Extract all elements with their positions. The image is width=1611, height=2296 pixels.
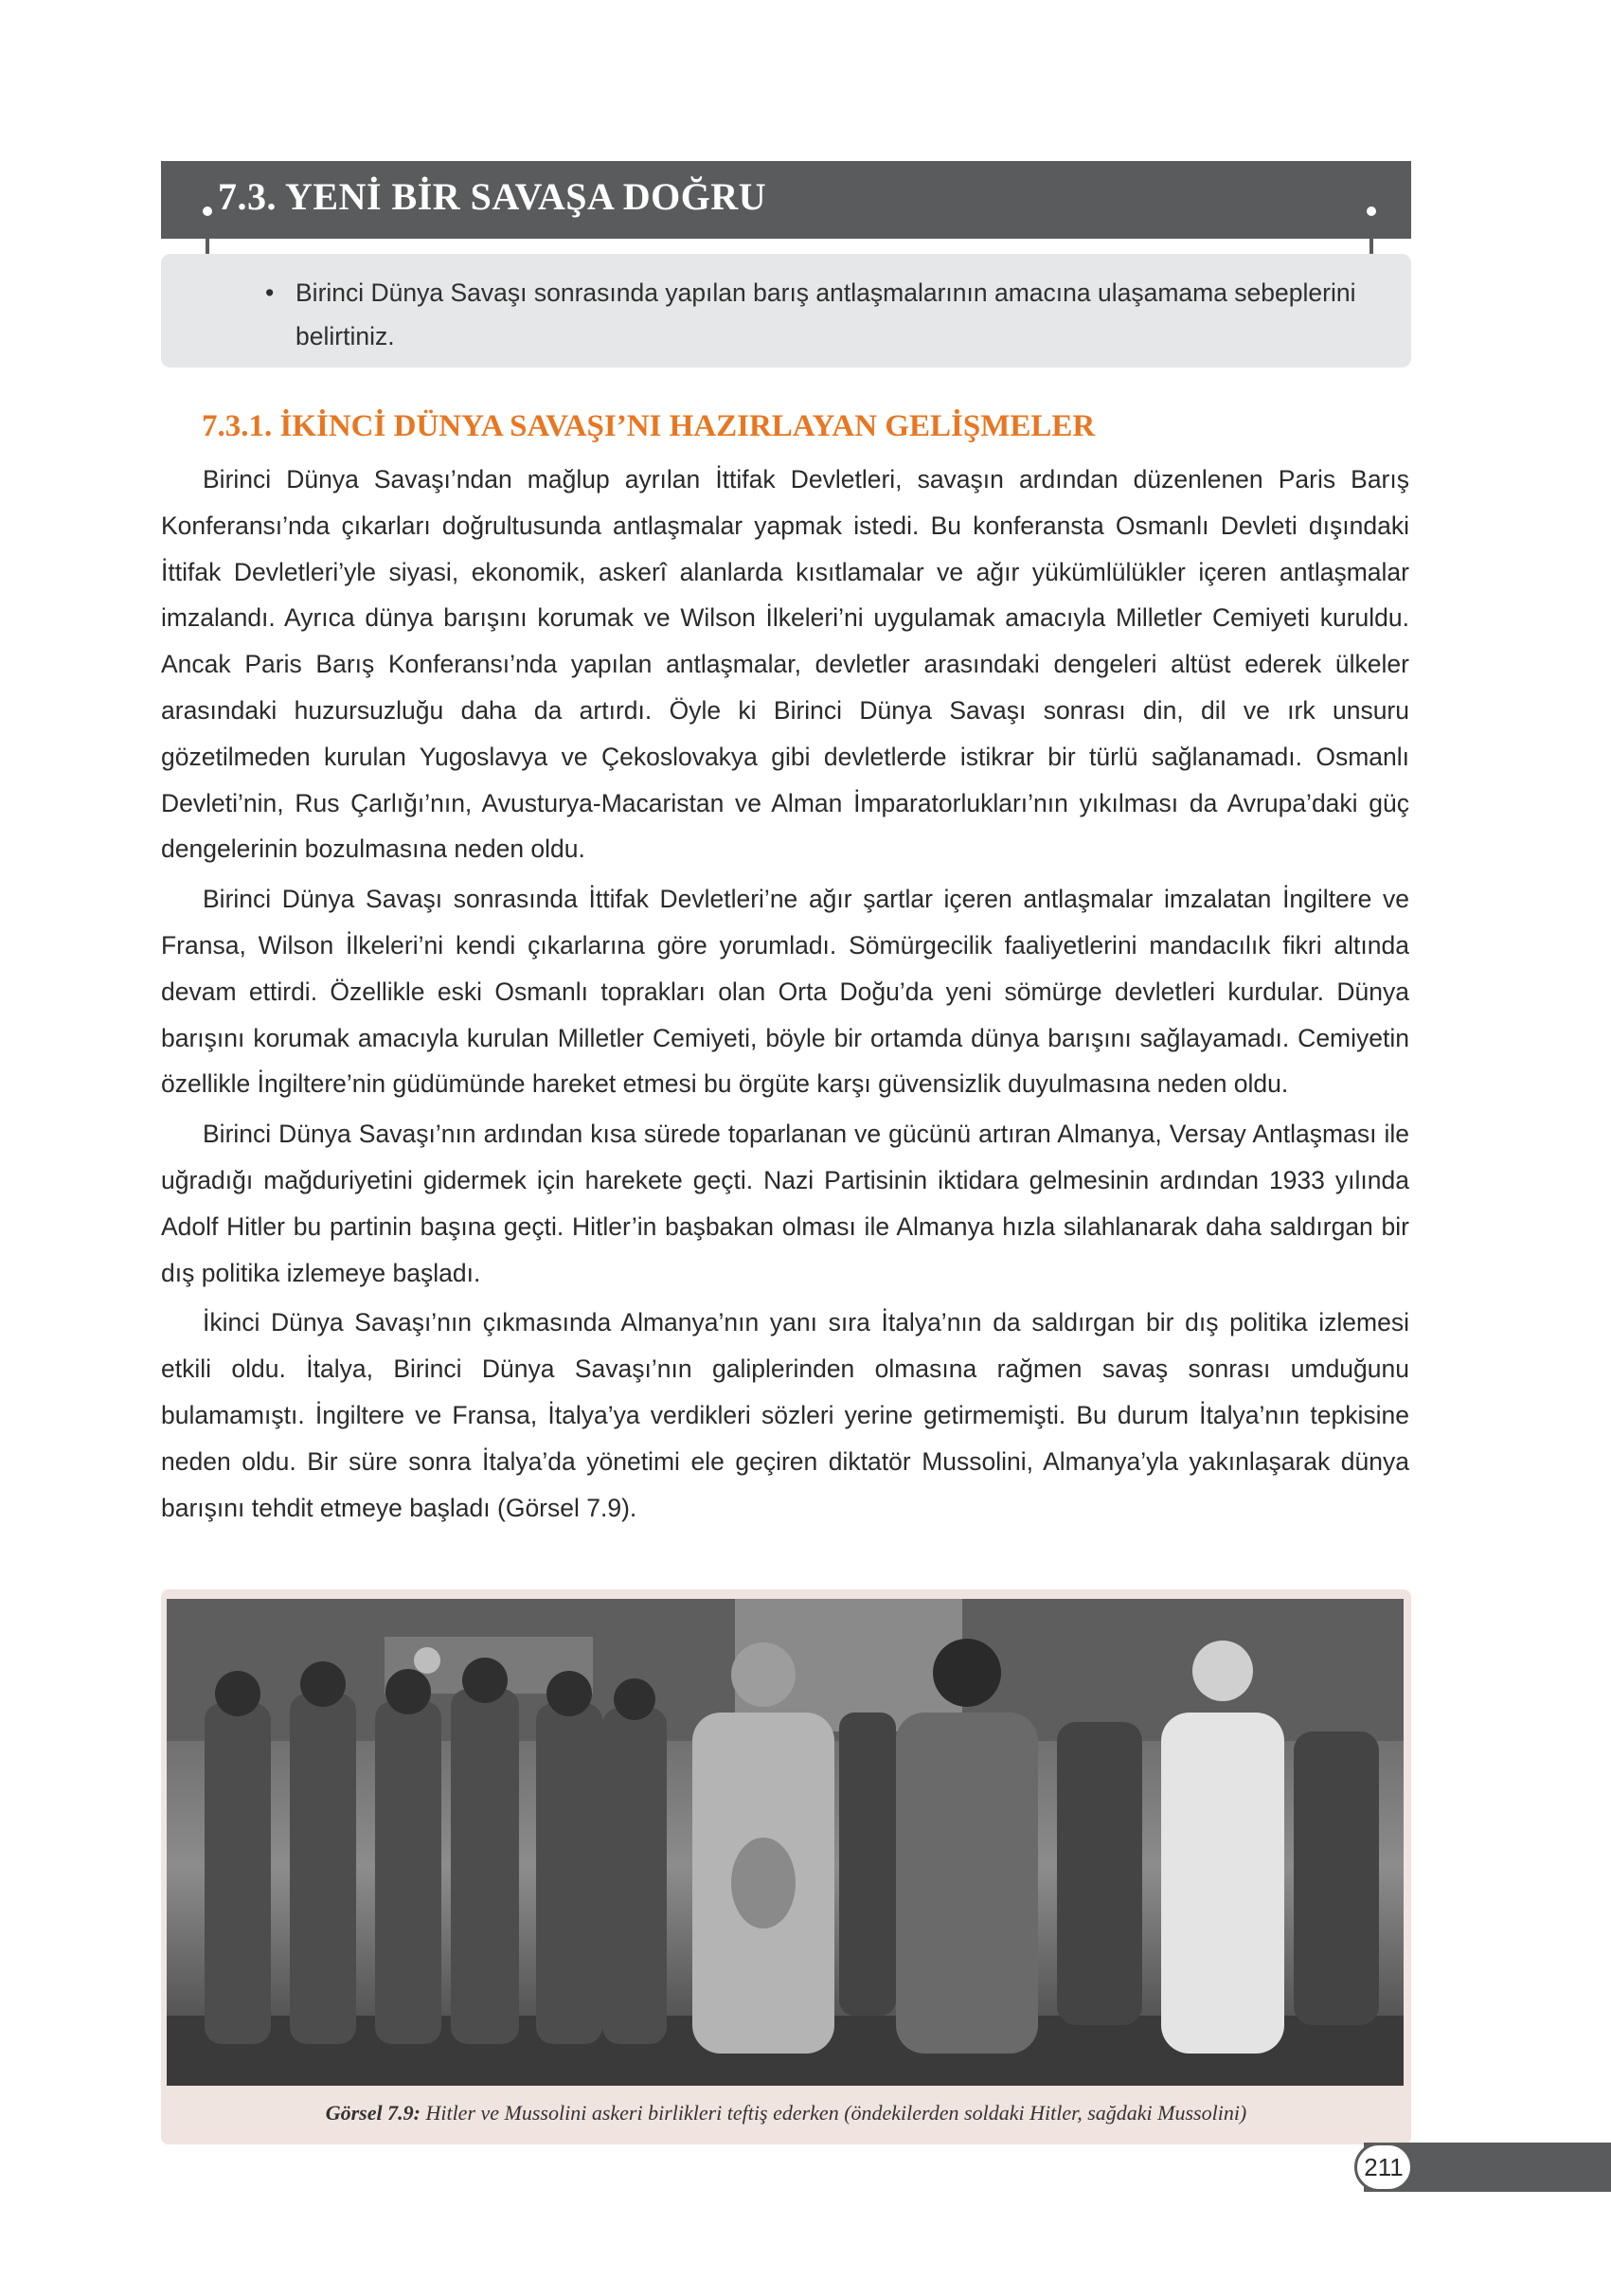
objective-item [265,271,1373,358]
figure-caption-text: Hitler ve Mussolini askeri birlikleri teftiş ederken (öndekilerden soldaki Hitler, sağdaki Mussolini) [420,2101,1247,2125]
body-text [161,457,1409,1534]
photo-illustration [167,1599,1404,2086]
section-title: 7.3. YENİ BİR SAVAŞA DOĞRU [218,175,767,218]
figure [161,1589,1411,2144]
objectives-box [161,254,1411,368]
page-number: 211 [1354,2143,1413,2192]
objectives-list [265,271,1373,358]
paragraph: Birinci Dünya Savaşı’nın ardından kısa sürede toparlanan ve gücünü artıran Almanya, Versay Antlaşması ile uğradığı mağduriyetini gidermek için harekete geçti. Nazi Partisinin iktidara gelmesinin ardından 1933 yılında Adolf Hitler bu partinin başına geçti. Hitler’in başbakan olması ile Almanya hızla silahlanarak daha saldırgan bir dış politika izlemeye başladı. [161,1120,1409,1287]
bullet-icon: • [265,278,275,307]
paragraph: Birinci Dünya Savaşı sonrasında İttifak Devletleri’ne ağır şartlar içeren antlaşmalar imzalatan İngiltere ve Fransa, Wilson İlkeleri’ni kendi çıkarlarına göre yorumladı. Sömürgecilik faaliyetlerini mandacılık fikri altında devam ettirdi. Özellikle eski Osmanlı toprakları olan Orta Doğu’da yeni sömürge devletleri kurdular. Dünya barışını korumak amacıyla kurulan Milletler Cemiyeti, böyle bir ortamda dünya barışını sağlayamadı. Cemiyetin özellikle İngiltere’nin güdümünde hareket etmesi bu örgüte karşı güvensizlik duyulmasına neden oldu. [161,885,1409,1099]
paragraph: İkinci Dünya Savaşı’nın çıkmasında Almanya’nın yanı sıra İtalya’nın da saldırgan bir dış politika izlemesi etkili oldu. İtalya, Birinci Dünya Savaşı’nın galiplerinden olmasına rağmen savaş sonrası umduğunu bulamamıştı. İngiltere ve Fransa, İtalya’ya verdikleri sözleri yerine getirmemişti. Bu durum İtalya’nın tepkisine neden oldu. Bir süre sonra İtalya’da yönetimi ele geçiren diktatör Mussolini, Almanya’yla yakınlaşarak dünya barışını tehdit etmeye başladı (Görsel 7.9). [161,1308,1409,1522]
subsection-title: 7.3.1. İKİNCİ DÜNYA SAVAŞI’NI HAZIRLAYAN GELİŞMELER [202,409,1096,443]
paragraph: Birinci Dünya Savaşı’ndan mağlup ayrılan İttifak Devletleri, savaşın ardından düzenlenen Paris Barış Konferansı’nda çıkarları doğrultusunda antlaşmalar yapmak istedi. Bu konferansta Osmanlı Devleti dışındaki İttifak Devletleri’yle siyasi, ekonomik, askerî alanlarda kısıtlamalar ve ağır yükümlülükler içeren antlaşmalar imzalandı. Ayrıca dünya barışını korumak ve Wilson İlkeleri’ni uygulamak amacıyla Milletler Cemiyeti kuruldu. Ancak Paris Barış Konferansı’nda yapılan antlaşmalar, devletler arasındaki dengeleri altüst ederek ülkeler arasındaki huzursuzluğu daha da artırdı. Öyle ki Birinci Dünya Savaşı sonrası din, dil ve ırk unsuru gözetilmeden kurulan Yugoslavya ve Çekoslovakya gibi devletlerde istikrar bir türlü sağlanamadı. Osmanlı Devleti’nin, Rus Çarlığı’nın, Avusturya-Macaristan ve Alman İmparatorlukları’nın yıkılması da Avrupa’daki güç dengelerinin bozulmasına neden oldu. [161,465,1409,864]
figure-caption [161,2101,1411,2126]
figure-label: Görsel 7.9: [325,2101,421,2125]
historical-photo [167,1599,1404,2086]
objective-text: Birinci Dünya Savaşı sonrasında yapılan barış antlaşmalarının amacına ulaşamama sebeplerini belirtiniz. [295,278,1356,350]
